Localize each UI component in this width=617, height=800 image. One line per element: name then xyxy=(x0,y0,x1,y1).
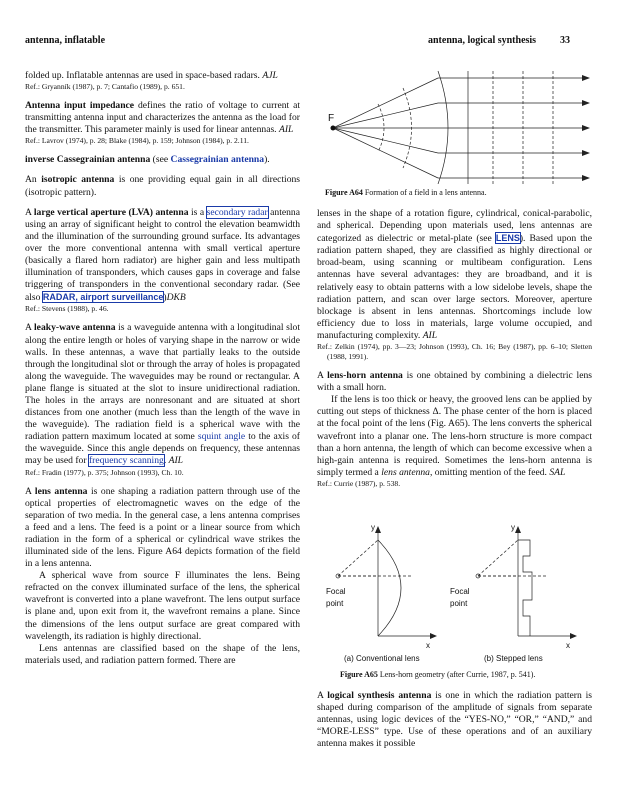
subcaption-b: (b) Stepped lens xyxy=(484,654,543,663)
subcaption-a: (a) Conventional lens xyxy=(344,654,420,663)
right-column-lower xyxy=(317,690,592,750)
link-frequency-scanning[interactable]: frequency scanning xyxy=(88,455,164,467)
right-column-upper xyxy=(317,208,592,489)
y-label-b: y xyxy=(511,523,515,532)
focal-label-a-1: Focal xyxy=(326,587,346,596)
left-column xyxy=(25,70,300,667)
ref-input-impedance: Ref.: Lavrov (1974), p. 28; Blake (1984), p. 159; Johnson (1984), p. 2.11. xyxy=(25,136,249,146)
label-f: F xyxy=(328,113,335,124)
source-f-point xyxy=(331,126,336,131)
paragraph-lens-types: lenses in the shape of a rotation figure, cylindrical, conical-parabolic, and spherical. Depending upon materials used, lens antennas are categorized as dielectric or metal-plate (see LENS). Based upon the radiation pattern shaped, they are classified as highly directional or broad-beam, using scanning or multibeam configuration. Lens antennas have several advantages: they are broadband, and it is relatively easy to obtain patterns with a low sidelobe levels, shape the radiation pattern, and scan over large sectors. Moreover, aperture blockage is absent in lens antennas. Shortcomings include low efficiency due to loss in materials, large volume occupied, and manufacturing complexity. AIL xyxy=(317,208,592,341)
running-header-left: antenna, inflatable xyxy=(25,35,106,46)
running-header-right: antenna, logical synthesis xyxy=(428,35,537,46)
entry-isotropic: An isotropic antenna is one providing equal gain in all directions (isotropic pattern). xyxy=(25,174,301,198)
page-number: 33 xyxy=(560,35,570,46)
ref-leaky-wave: Ref.: Fradin (1977), p. 375; Johnson (1993), Ch. 10. xyxy=(25,467,184,477)
figure-a65-caption: Figure A65 Lens-horn geometry (after Currie, 1987, p. 541). xyxy=(340,670,536,679)
entry-logical-synthesis: A logical synthesis antenna is one in which the radiation pattern is shaped during comparison of the amplitude of signals from separate antennas, using logic devices of the “YES-NO,” “OR,” “AND,” and “MORE-LESS” type. Use of these operations and of an auxiliary antenna makes it possible xyxy=(317,690,592,750)
paragraph-inflatable: folded up. Inflatable antennas are used in space-based radars. AJL xyxy=(25,70,278,81)
paragraph-classification: Lens antennas are classified based on the shape of the lens, materials used, and radiation pattern formed. There are xyxy=(25,642,300,666)
link-radar-airport-surveillance[interactable]: RADAR, airport surveillance xyxy=(42,292,164,303)
arrowheads xyxy=(582,75,590,181)
x-label-a: x xyxy=(426,641,430,650)
stepped-lens-profile xyxy=(518,540,532,636)
entry-input-impedance: Antenna input impedance defines the ratio of voltage to current at transmitting antenna input and characterizes the antenna as the load for the transmitter. This parameter mainly is used for linear antennas. AIL xyxy=(25,100,300,136)
conventional-lens-profile xyxy=(378,540,401,636)
focal-label-a-2: point xyxy=(326,599,344,608)
figure-a65-lens-horn-geometry xyxy=(318,518,603,668)
entry-lens-antenna: A lens antenna is one shaping a radiation pattern through use of the optical properties of electromagnetic waves on the edge of the separation of two media. In the general case, a lens antenna comprises a feed and a lens. The feed is a point or a linear source from which radiation in the form of a spherical or cylindrical wave strikes the illuminated side of the lens. Figure A64 depicts formation of the field in a lens antenna. xyxy=(25,485,300,570)
ref-lens-horn: Ref.: Currie (1987), p. 538. xyxy=(317,478,401,488)
y-label-a: y xyxy=(371,523,375,532)
entry-lva: A large vertical aperture (LVA) antenna is a secondary radar antenna using an array of significant height to control the elevation beamwidth and the illumination of the surrounding ground surface. Its advantages over the more conventional antenna with small vertical aperture (basically a flared horn radiator) are higher gain and less multipath illumination of transponders, which causes gaps in coverage and false triggering of transponders in the conventional secondary radar. (See also RADAR, airport surveillance)DKB xyxy=(25,206,300,304)
ref-inflatable: Ref.: Gryanník (1987), p. 7; Cantafio (1989), p. 651. xyxy=(25,82,185,92)
x-label-b: x xyxy=(566,641,570,650)
entry-lens-horn: A lens-horn antenna is one obtained by combining a dielectric lens with a small horn. xyxy=(317,370,592,394)
link-lens[interactable]: LENS xyxy=(495,233,520,244)
figure-a64-lens-field xyxy=(318,66,603,184)
link-secondary-radar[interactable]: secondary radar xyxy=(206,206,268,218)
link-cassegrainian[interactable]: Cassegrainian antenna xyxy=(170,154,265,166)
link-squint-angle[interactable]: squint angle xyxy=(197,431,246,443)
focal-label-b-1: Focal xyxy=(450,587,470,596)
entry-inverse-cassegrainian: inverse Cassegrainian antenna (see Cassegrainian antenna). xyxy=(25,154,270,166)
ref-lva: Ref.: Stevens (1988), p. 46. xyxy=(25,304,109,314)
figure-a64-caption: Figure A64 Formation of a field in a lens antenna. xyxy=(325,188,487,197)
paragraph-grooved-lens: If the lens is too thick or heavy, the grooved lens can be applied by cutting out steps of thickness Δ. The phase center of the horn is placed at the focal point of the lens (Fig. A65). The lens converts the spherical wavefront into a planar one. The lens-horn structure is more compact than a horn antenna, the length of which can become excessive when a high-gain antenna is required. Sometimes the lens-horn antenna is simply termed a lens antenna, omitting mention of the feed. SAL xyxy=(317,394,592,478)
entry-leaky-wave: A leaky-wave antenna is a waveguide antenna with a longitudinal slot along the entire length or holes of varying shape in the narrow or wide walls. In these antennas, a wave that partially leaks to the outside through the longitudinal slot or through the array of holes is propagated along the waveguide. The waveguides may be round or rectangular. A plane flange is situated at the slot to insure unidirectional radiation. The holes in the arrays are nonresonant and are situated at short distances from one another (much less than the length of the wave in the waveguide). The radiation field is a spherical wave with the radiation pattern maximum located at some squint angle to the axis of the waveguide. Since this angle depends on frequency, these antennas may be used for frequency scanning. AIL xyxy=(25,322,300,467)
ref-lens: Ref.: Zelkin (1974), pp. 3—23; Johnson (1993), Ch. 16; Bey (1987), pp. 6–10; Sletten (1988, 1991). xyxy=(317,342,592,362)
focal-label-b-2: point xyxy=(450,599,468,608)
paragraph-spherical-wave: A spherical wave from source F illuminates the lens. Being refracted on the convex illuminated surface of the lens, the spherical wavefront is converted into a plane wavefront. The lens output surface is plane and, upon exit from it, the wavefront remains a plane. Since the dimensions of the lens output surface are great compared with wavelength, its radiation is highly directional. xyxy=(25,570,300,642)
